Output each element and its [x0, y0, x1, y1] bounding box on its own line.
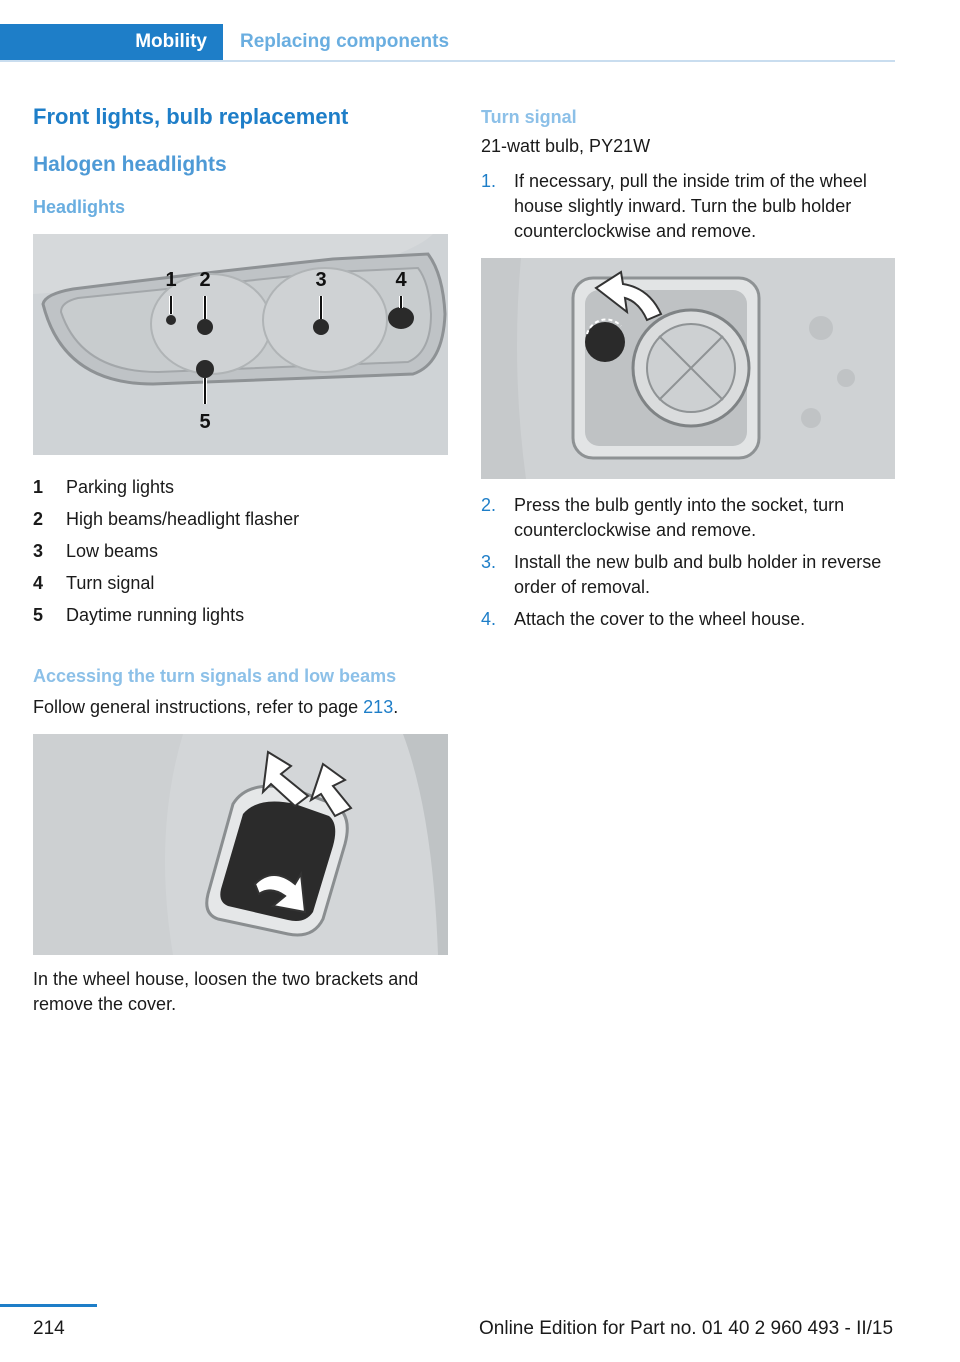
tab-replacing-components[interactable]: Replacing components [240, 31, 450, 52]
list-item: 4. Attach the cover to the wheel house. [481, 609, 806, 629]
legend-item: 5 Daytime running lights [33, 605, 245, 625]
callout-1: 1 [165, 269, 177, 291]
footer-divider [0, 1304, 97, 1307]
headlight-legend [33, 471, 448, 631]
callout-5: 5 [199, 411, 211, 433]
callout-2: 2 [199, 269, 211, 291]
callout-3: 3 [315, 269, 327, 291]
socket-5 [196, 360, 214, 378]
page-header [0, 24, 895, 62]
socket-4 [388, 307, 414, 329]
bulb-holder-figure [481, 258, 895, 479]
section-title: Front lights, bulb replacement [33, 104, 349, 129]
bulb-spec: 21-watt bulb, PY21W [481, 136, 651, 156]
subsection-title: Halogen headlights [33, 153, 227, 176]
page-reference-link[interactable]: 213 [363, 697, 394, 717]
callout-4: 4 [395, 269, 407, 291]
list-item: 3. Install the new bulb and bulb holder in reverse order of removal. [481, 552, 882, 597]
headlights-heading: Headlights [33, 197, 126, 217]
legend-item: 4 Turn signal [33, 573, 155, 593]
list-item: 1. If necessary, pull the inside trim of the wheel house slightly inward. Turn the bulb holder counterclockwise and remove. [481, 171, 867, 241]
page-number: 214 [33, 1318, 65, 1339]
edition-note: Online Edition for Part no. 01 40 2 960 493 - II/15 [479, 1318, 894, 1339]
access-heading: Accessing the turn signals and low beams [33, 666, 397, 686]
left-column [33, 100, 448, 1017]
legend-item: 2 High beams/headlight flasher [33, 509, 300, 529]
access-text: Follow general instructions, refer to page 213. [33, 697, 399, 717]
wheelhouse-text: In the wheel house, loosen the two brackets and remove the cover. [33, 969, 419, 1014]
tab-mobility[interactable]: Mobility [0, 24, 223, 60]
steps-list-continued [481, 493, 895, 632]
steps-list [481, 169, 895, 244]
wheelhouse-cover-figure [33, 734, 448, 955]
legend-item: 1 Parking lights [33, 477, 175, 497]
list-item: 2. Press the bulb gently into the socket, turn counterclockwise and remove. [481, 495, 845, 540]
right-column [481, 100, 895, 632]
turn-signal-heading: Turn signal [481, 107, 577, 127]
socket-2 [197, 319, 213, 335]
legend-item: 3 Low beams [33, 541, 159, 561]
socket-3 [313, 319, 329, 335]
socket-1 [166, 315, 176, 325]
header-divider [0, 60, 895, 62]
headlight-figure [33, 234, 448, 455]
